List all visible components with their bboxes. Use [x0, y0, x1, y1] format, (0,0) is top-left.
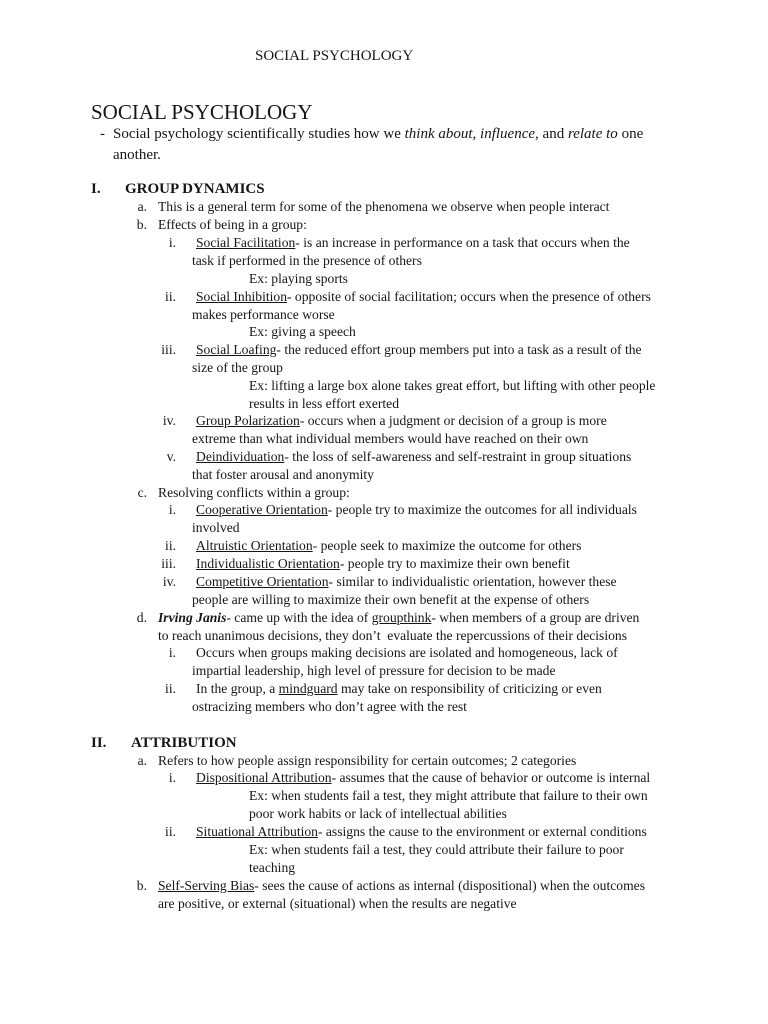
key-term: Competitive Orientation	[196, 574, 329, 589]
emphasis-text: influence	[480, 126, 536, 142]
definition-line	[196, 448, 631, 466]
key-term: Social Loafing	[196, 342, 277, 357]
page-header: SOCIAL PSYCHOLOGY	[255, 48, 414, 64]
sublist-marker: i.	[168, 645, 176, 660]
definition-line	[196, 341, 642, 359]
sublist-marker: ii.	[165, 289, 176, 304]
definition-text: - when members of a group are driven	[431, 610, 640, 625]
continuation-line: extreme than what individual members would have reached on their own	[192, 431, 589, 446]
definition-text: - opposite of social facilitation; occurs when the presence of others	[287, 289, 651, 304]
example-line: Ex: giving a speech	[249, 324, 356, 339]
definition-line	[158, 877, 645, 895]
key-term: mindguard	[278, 681, 338, 696]
intro-line	[113, 125, 643, 143]
list-item-text: Refers to how people assign responsibility for certain outcomes; 2 categories	[158, 753, 577, 768]
example-line: poor work habits or lack of intellectual abilities	[249, 806, 507, 821]
continuation-line: task if performed in the presence of others	[192, 253, 422, 268]
definition-text: - assumes that the cause of behavior or outcome is internal	[331, 770, 651, 785]
sublist-marker: iv.	[162, 574, 176, 589]
sublist-marker: i.	[168, 502, 176, 517]
sublist-marker: iv.	[162, 413, 176, 428]
continuation-line: are positive, or external (situational) when the results are negative	[158, 896, 517, 911]
person-name: Irving Janis	[158, 610, 227, 625]
key-term: Deindividuation	[196, 449, 285, 464]
list-marker: a.	[137, 199, 147, 214]
definition-line	[196, 288, 651, 306]
sublist-marker: iii.	[161, 556, 176, 571]
list-item-text: This is a general term for some of the phenomena we observe when people interact	[158, 199, 610, 214]
definition-text: - assigns the cause to the environment or external conditions	[317, 824, 647, 839]
example-line: Ex: when students fail a test, they might attribute that failure to their own	[249, 788, 648, 803]
sublist-marker: ii.	[165, 681, 176, 696]
definition-line	[196, 412, 607, 430]
definition-text: may take on responsibility of criticizing or even	[337, 681, 602, 696]
key-term: Social Facilitation	[196, 235, 296, 250]
key-term: Dispositional Attribution	[196, 770, 332, 785]
section-heading: ATTRIBUTION	[131, 735, 237, 751]
definition-line	[196, 537, 581, 555]
intro-text: Social psychology scientifically studies how we	[113, 126, 405, 142]
example-line: Ex: when students fail a test, they could attribute their failure to poor	[249, 842, 624, 857]
key-term: Cooperative Orientation	[196, 502, 328, 517]
continuation-line: involved	[192, 520, 240, 535]
definition-text: - is an increase in performance on a task that occurs when the	[295, 235, 630, 250]
example-line: teaching	[249, 860, 296, 875]
definition-text: - the reduced effort group members put into a task as a result of the	[276, 342, 642, 357]
definition-text: - people seek to maximize the outcome for others	[312, 538, 582, 553]
definition-text: - people try to maximize their own benefit	[339, 556, 570, 571]
emphasis-text: think about	[404, 126, 473, 142]
sublist-marker: v.	[166, 449, 176, 464]
key-term: Situational Attribution	[196, 824, 318, 839]
intro-text: one	[617, 126, 644, 142]
emphasis-text: relate to	[567, 126, 618, 142]
list-item-line	[158, 609, 639, 627]
key-term: Individualistic Orientation	[196, 556, 340, 571]
key-term: Group Polarization	[196, 413, 300, 428]
definition-line	[196, 573, 617, 591]
sublist-marker: ii.	[165, 538, 176, 553]
intro-text: ,	[472, 126, 481, 142]
list-marker: b.	[136, 878, 147, 893]
sublist-marker: iii.	[161, 342, 176, 357]
intro-continuation: another.	[113, 147, 161, 163]
continuation-line: makes performance worse	[192, 307, 335, 322]
list-marker: b.	[136, 217, 147, 232]
list-item-text: Effects of being in a group:	[158, 217, 307, 232]
key-term: groupthink	[371, 610, 432, 625]
example-line: Ex: playing sports	[249, 271, 348, 286]
list-item-text: Resolving conflicts within a group:	[158, 485, 350, 500]
continuation-line: ostracizing members who don’t agree with the rest	[192, 699, 467, 714]
definition-text: - sees the cause of actions as internal (dispositional) when the outcomes	[254, 878, 645, 893]
sublist-item-text: Occurs when groups making decisions are isolated and homogeneous, lack of	[196, 645, 618, 660]
key-term: Self-Serving Bias	[158, 878, 255, 893]
definition-text: - occurs when a judgment or decision of a group is more	[299, 413, 607, 428]
example-line: Ex: lifting a large box alone takes great effort, but lifting with other people	[249, 378, 656, 393]
key-term: Altruistic Orientation	[196, 538, 313, 553]
bullet-dash: -	[100, 126, 105, 142]
definition-line	[196, 823, 647, 841]
list-marker: a.	[137, 753, 147, 768]
continuation-line: impartial leadership, high level of pressure for decision to be made	[192, 663, 556, 678]
sublist-marker: ii.	[165, 824, 176, 839]
definition-line	[196, 234, 630, 252]
section-numeral: I.	[91, 181, 101, 197]
continuation-line: to reach unanimous decisions, they don’t evaluate the repercussions of their decisions	[158, 628, 627, 643]
definition-text: - people try to maximize the outcomes for all individuals	[327, 502, 637, 517]
continuation-line: people are willing to maximize their own benefit at the expense of others	[192, 592, 590, 607]
list-marker: c.	[137, 485, 147, 500]
definition-line	[196, 501, 637, 519]
definition-text: - the loss of self-awareness and self-restraint in group situations	[284, 449, 632, 464]
document-title: SOCIAL PSYCHOLOGY	[91, 100, 313, 124]
definition-text: - came up with the idea of	[226, 610, 372, 625]
example-line: results in less effort exerted	[249, 396, 399, 411]
intro-text: , and	[535, 126, 568, 142]
definition-text: In the group, a	[196, 681, 279, 696]
continuation-line: that foster arousal and anonymity	[192, 467, 374, 482]
section-numeral: II.	[91, 735, 107, 751]
sublist-marker: i.	[168, 770, 176, 785]
key-term: Social Inhibition	[196, 289, 287, 304]
definition-text: - similar to individualistic orientation, however these	[328, 574, 617, 589]
section-heading: GROUP DYNAMICS	[125, 181, 265, 197]
list-marker: d.	[136, 610, 147, 625]
definition-line	[196, 769, 650, 787]
sublist-marker: i.	[168, 235, 176, 250]
continuation-line: size of the group	[192, 360, 283, 375]
definition-line	[196, 555, 570, 573]
sublist-item-line	[196, 680, 602, 698]
